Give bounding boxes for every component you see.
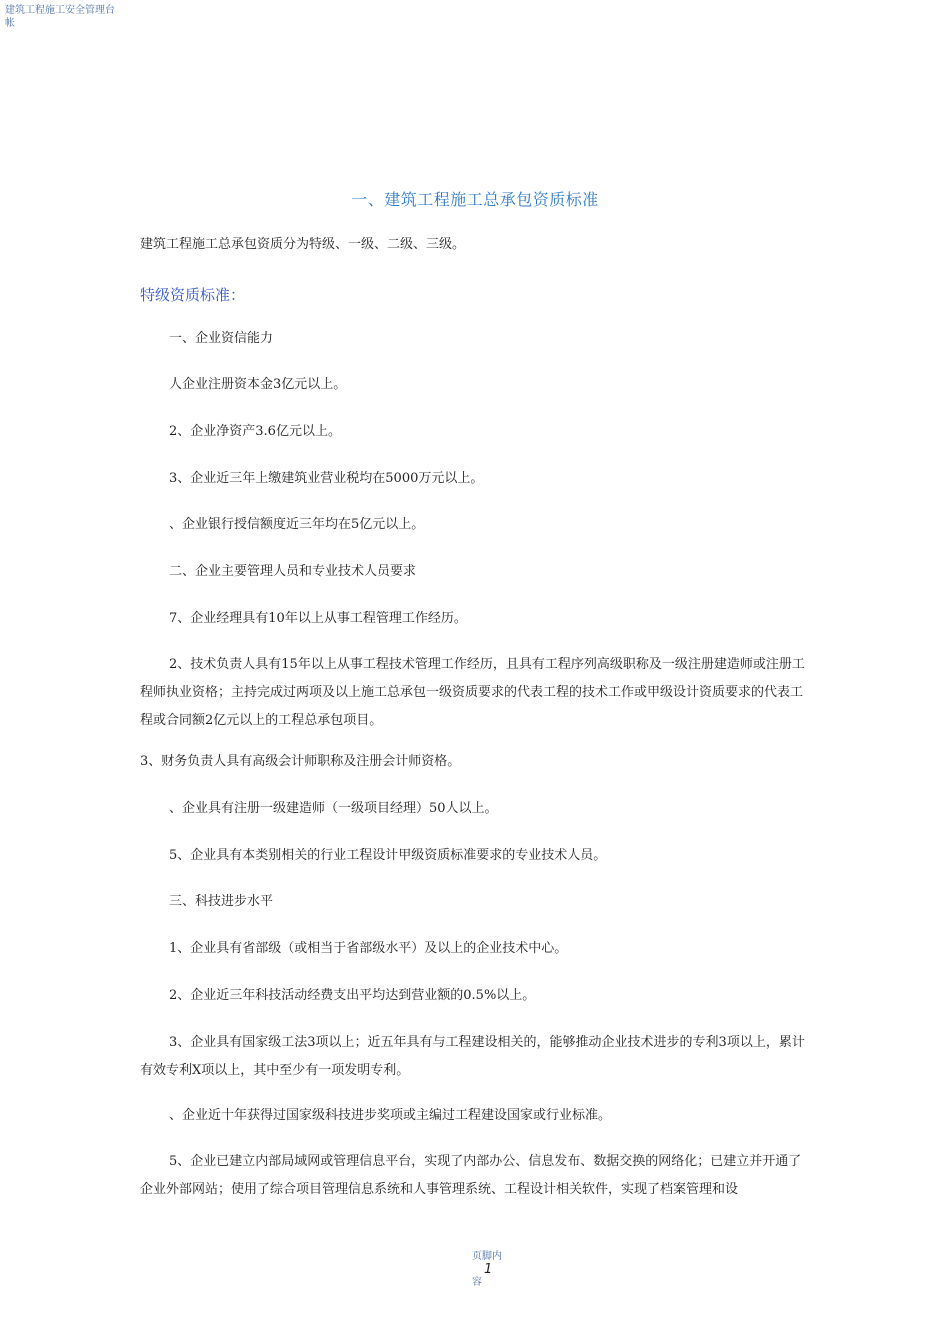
paragraph: 7、企业经理具有10年以上从事工程管理工作经历。 <box>169 611 467 626</box>
paragraph: 1、企业具有省部级（或相当于省部级水平）及以上的企业技术中心。 <box>169 941 568 956</box>
paragraph: 二、企业主要管理人员和专业技术人员要求 <box>169 564 417 579</box>
page-number: 1 <box>484 1262 493 1277</box>
paragraph: 3、企业近三年上缴建筑业营业税均在5000万元以上。 <box>169 471 484 486</box>
paragraph: 人企业注册资本金3亿元以上。 <box>169 377 347 392</box>
document-title: 一、建筑工程施工总承包资质标准 <box>351 190 599 209</box>
page-header-text: 建筑工程施工安全管理台帐 <box>5 5 115 29</box>
footer-label-top: 页脚内 <box>472 1251 502 1262</box>
paragraph: 3、企业具有国家级工法3项以上；近五年具有与工程建设相关的，能够推动企业技术进步的专利3项以上，累计有效专利X项以上，其中至少有一项发明专利。 <box>140 1035 805 1078</box>
paragraph: 5、企业具有本类别相关的行业工程设计甲级资质标准要求的专业技术人员。 <box>169 848 607 863</box>
paragraph: 、企业银行授信额度近三年均在5亿元以上。 <box>169 517 425 532</box>
paragraph: 、企业具有注册一级建造师（一级项目经理）50人以上。 <box>169 801 498 816</box>
intro-paragraph: 建筑工程施工总承包资质分为特级、一级、二级、三级。 <box>140 237 466 252</box>
paragraph: 2、企业近三年科技活动经费支出平均达到营业额的0.5%以上。 <box>169 988 536 1003</box>
section-heading: 特级资质标准： <box>140 286 246 304</box>
paragraph: 、企业近十年获得过国家级科技进步奖项或主编过工程建设国家或行业标准。 <box>169 1108 612 1123</box>
paragraph: 三、科技进步水平 <box>169 894 274 909</box>
paragraph: 2、技术负责人具有15年以上从事工程技术管理工作经历，且具有工程序列高级职称及一级注册建造师或注册工程师执业资格；主持完成过两项及以上施工总承包一级资质要求的代表工程的技术工作或甲级设计资质要求的代表工程或合同额2亿元以上的工程总承包项目。 <box>140 657 805 728</box>
paragraph: 5、企业已建立内部局域网或管理信息平台，实现了内部办公、信息发布、数据交换的网络化；已建立并开通了企业外部网站；使用了综合项目管理信息系统和人事管理系统、工程设计相关软件，实现了档案管理和设 <box>140 1154 802 1197</box>
paragraph: 3、财务负责人具有高级会计师职称及注册会计师资格。 <box>140 754 461 769</box>
paragraph: 2、企业净资产3.6亿元以上。 <box>169 424 341 439</box>
paragraph: 一、企业资信能力 <box>169 331 274 346</box>
footer-label-bottom: 容 <box>472 1277 482 1288</box>
